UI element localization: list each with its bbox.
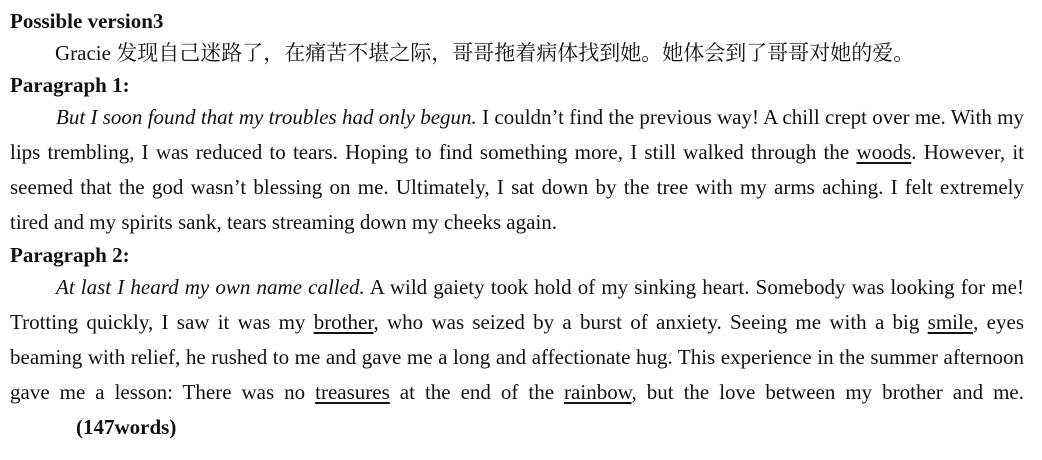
underlined-word: rainbow [564,380,632,404]
paragraph-1-body [10,100,1024,240]
paragraph-2-text: , eyes beaming with relief, he rushed to me and gave me a long and affectionate hug. This experience in the summer afternoon gave me a lesson: There was no [10,310,1024,404]
paragraph-2-text: , who was seized by a burst of anxiety. Seeing me with a big [373,310,928,334]
paragraph-1-heading: Paragraph 1: [10,73,130,97]
paragraph-1-text: I couldn’t find the previous way! A chill crept over me. With my lips trembling, I was reduced to tears. Hoping to find something more, I still walked through the [10,105,1024,164]
paragraph-2-body [10,270,1024,445]
underlined-word: smile [927,310,974,334]
paragraph-2-heading: Paragraph 2: [10,243,130,267]
underlined-word: brother [313,310,374,334]
paragraph-2-text: at the end of the [389,380,565,404]
chinese-summary: Gracie 发现自己迷路了，在痛苦不堪之际，哥哥拖着病体找到她。她体会到了哥哥对她的爱。 [55,41,915,65]
underlined-word: treasures [315,380,390,404]
paragraph-2-text: , but the love between my brother and me. [631,380,1025,404]
paragraph-2-lead: At last I heard my own name called. [56,275,365,299]
word-count: (147words) [76,415,177,439]
underlined-word: woods [856,140,912,164]
paragraph-1-text: . However, it seemed that the god wasn’t blessing on me. Ultimately, I sat down by the tree with my arms aching. I felt extremely tired and my spirits sank, tears streaming down my cheeks again. [10,140,1025,234]
paragraph-2-text: A wild gaiety took hold of my sinking heart. Somebody was looking for me! Trotting quickly, I saw it was my [10,275,1024,334]
paragraph-1-lead: But I soon found that my troubles had only begun. [56,105,477,129]
document-title: Possible version3 [10,9,164,33]
